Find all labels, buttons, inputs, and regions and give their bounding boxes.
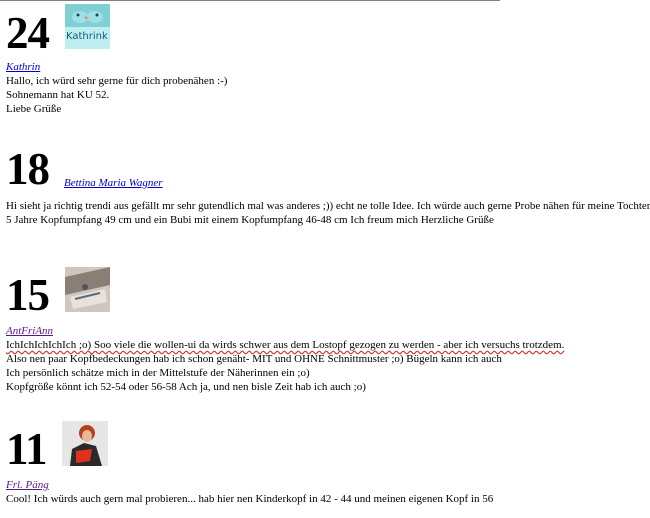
comment-author-link[interactable]: Kathrin [6, 61, 41, 73]
bird-logo-icon [65, 4, 110, 49]
comment-18 [6, 144, 500, 194]
portrait-photo-icon [62, 421, 108, 466]
comment-line: Also nen paar Kopfbedeckungen hab ich schon genäht- MIT und OHNE Schnittmuster ;o) Bügeln kann ich auch [6, 353, 502, 365]
comment-line: Ich persönlich schätze mich in der Mittelstufe der Näherinnen ein ;o) [6, 367, 310, 379]
comment-author-link[interactable]: AntFriAnn [6, 325, 54, 337]
comment-number: 24 [6, 8, 49, 58]
comment-author-link[interactable]: Frl. Päng [6, 479, 49, 491]
comment-line: Hallo, ich würd sehr gerne für dich probenähen :-) [6, 75, 228, 87]
fabric-photo-icon [65, 267, 110, 312]
avatar-antfriann[interactable] [65, 267, 110, 312]
comment-line: 5 Jahre Kopfumpfang 49 cm und ein Bubi mit einem Kopfumpfang 46-48 cm Ich freum mich Herzliche Grüße [6, 214, 494, 226]
avatar-frl-paeng[interactable] [62, 421, 108, 466]
comment-line-text: IchIchIchIchIch ;o) Soo viele die wollen-ui da wirds schwer aus dem Lostopf gezogen zu werden - aber ich versuchs trotzdem. [6, 339, 565, 351]
avatar-kathrin[interactable] [65, 4, 110, 49]
comment-line: Kopfgröße könnt ich 52-54 oder 56-58 Ach ja, und nen bisle Zeit hab ich auch ;o) [6, 381, 366, 393]
comment-line: Hi sieht ja richtig trendi aus gefällt mr sehr gutendlich mal was anderes ;)) echt ne tolle Idee. Ich würde auch gerne Probe nähen für meine Tochter [6, 200, 650, 212]
comment-line [6, 338, 565, 352]
comment-line: Liebe Grüße [6, 103, 62, 115]
comment-number: 11 [6, 424, 47, 474]
avatar-caption: Kathrink [66, 31, 108, 42]
comment-number: 18 [6, 144, 49, 194]
comment-author-link[interactable]: Bettina Maria Wagner [64, 177, 163, 189]
comment-line: Cool! Ich würds auch gern mal probieren... hab hier nen Kinderkopf in 42 - 44 und meinen eigenen Kopf in 56 [6, 493, 494, 505]
comment-line: Sohnemann hat KU 52. [6, 89, 110, 101]
comment-number: 15 [6, 270, 49, 320]
